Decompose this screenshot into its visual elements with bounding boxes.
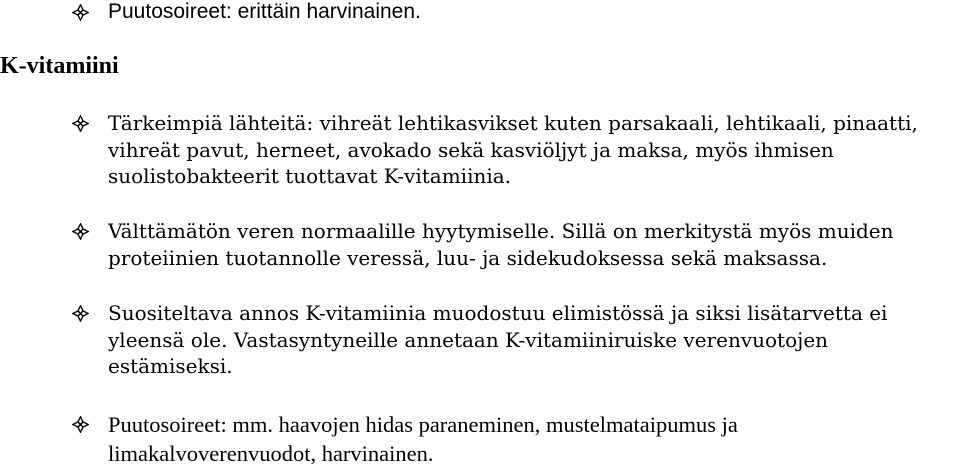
diamond-bullet-icon	[72, 411, 108, 437]
list-item-text	[108, 411, 738, 468]
list-item-text	[108, 0, 421, 26]
diamond-bullet-icon	[72, 218, 108, 244]
list-item	[72, 110, 952, 190]
section-heading: K-vitamiini	[0, 52, 119, 80]
list-item-text	[108, 218, 894, 271]
list-item	[72, 411, 952, 468]
list-item-line: proteiinien tuotannolle veressä, luu- ja sidekudoksessa sekä maksassa.	[108, 245, 894, 272]
list-item-line: Suositeltava annos K-vitamiinia muodostuu elimistössä ja siksi lisätarvetta ei	[108, 300, 887, 327]
list-item-text	[108, 110, 918, 190]
list-item-line: yleensä ole. Vastasyntyneille annetaan K-vitamiiniruiske verenvuotojen	[108, 327, 887, 354]
list-item-line: Puutosoireet: mm. haavojen hidas paraneminen, mustelmataipumus ja	[108, 411, 738, 440]
diamond-bullet-icon	[72, 110, 108, 136]
diamond-bullet-icon	[72, 300, 108, 326]
list-item-line: Puutosoireet: erittäin harvinainen.	[108, 0, 421, 26]
list-item	[72, 218, 952, 271]
diamond-bullet-icon	[72, 0, 108, 25]
list-item	[72, 0, 952, 26]
list-item-line: limakalvoverenvuodot, harvinainen.	[108, 440, 738, 468]
list-item-line: estämiseksi.	[108, 353, 887, 380]
list-item-line: Tärkeimpiä lähteitä: vihreät lehtikasvikset kuten parsakaali, lehtikaali, pinaatti,	[108, 110, 918, 137]
list-item-line: suolistobakteerit tuottavat K-vitamiinia.	[108, 163, 918, 190]
list-item	[72, 300, 952, 380]
list-item-text	[108, 300, 887, 380]
list-item-line: vihreät pavut, herneet, avokado sekä kasviöljyt ja maksa, myös ihmisen	[108, 137, 918, 164]
list-item-line: Välttämätön veren normaalille hyytymiselle. Sillä on merkitystä myös muiden	[108, 218, 894, 245]
